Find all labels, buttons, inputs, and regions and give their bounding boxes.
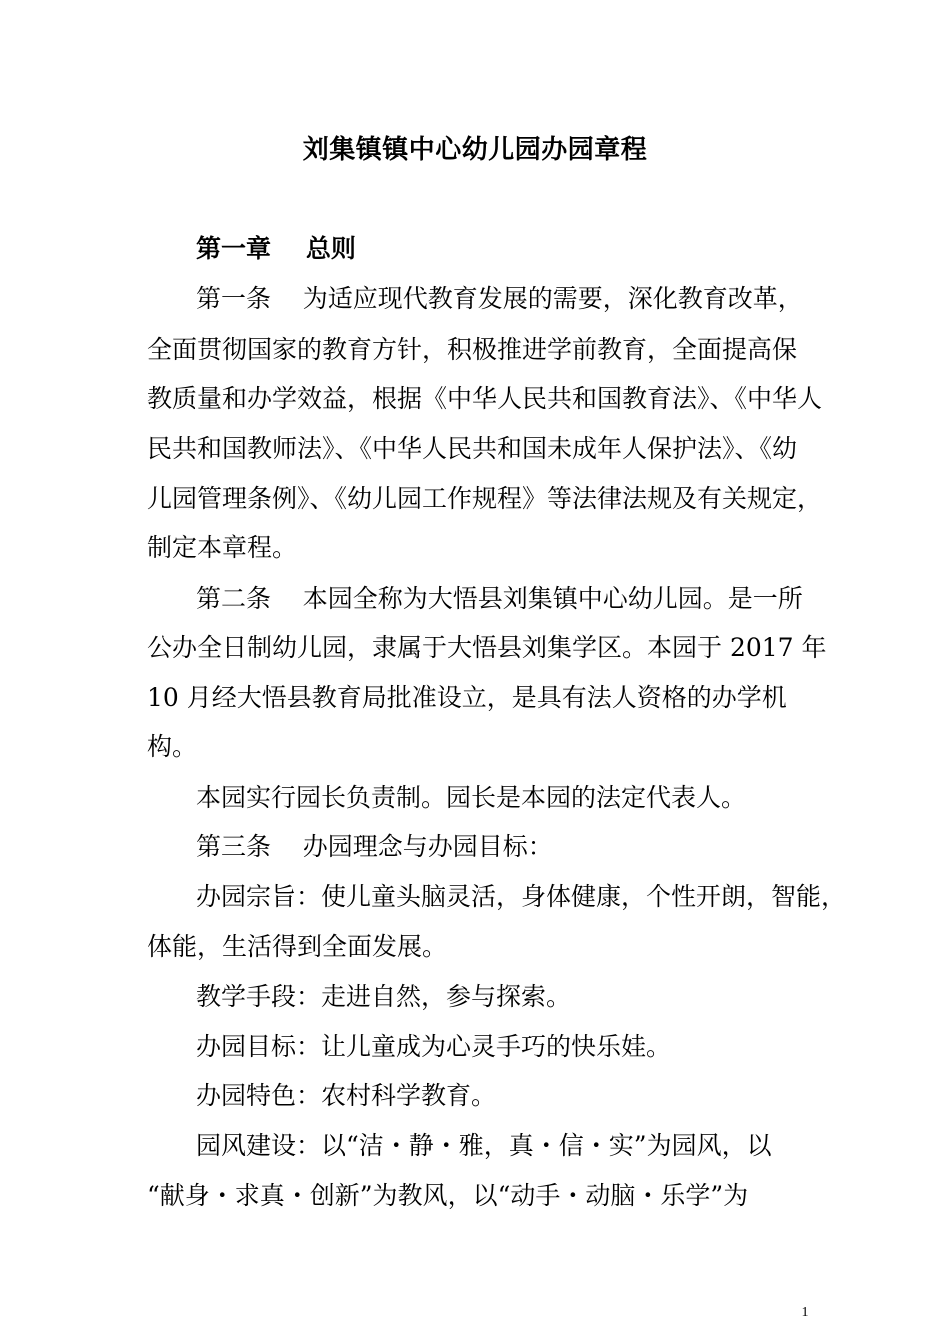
paragraph-line: 第三条 办园理念与办园目标： <box>196 832 553 861</box>
paragraph-line: 民共和国教师法》、《中华人民共和国未成年人保护法》、《幼 <box>147 434 798 463</box>
paragraph-line: 教质量和办学效益，根据《中华人民共和国教育法》、《中华人 <box>147 384 823 413</box>
paragraph-line: 办园宗旨：使儿童头脑灵活，身体健康，个性开朗，智能， <box>196 882 847 911</box>
paragraph-line: 第一条 为适应现代教育发展的需要，深化教育改革， <box>196 284 803 313</box>
paragraph-line: 儿园管理条例》、《幼儿园工作规程》等法律法规及有关规定， <box>147 484 823 513</box>
paragraph-line: 公办全日制幼儿园，隶属于大悟县刘集学区。本园于 2017 年 <box>147 633 827 662</box>
paragraph-line: 教学手段：走进自然，参与探索。 <box>196 982 572 1011</box>
paragraph-line: “献身・求真・创新”为教风，以“动手・动脑・乐学”为 <box>147 1181 749 1210</box>
page-number: 1 <box>801 1305 809 1320</box>
paragraph-line: 全面贯彻国家的教育方针，积极推进学前教育，全面提高保 <box>147 335 798 364</box>
paragraph-line: 办园特色：农村科学教育。 <box>196 1081 497 1110</box>
paragraph-line: 体能，生活得到全面发展。 <box>147 932 448 961</box>
paragraph-line: 10 月经大悟县教育局批准设立，是具有法人资格的办学机 <box>147 683 787 712</box>
paragraph-line: 构。 <box>147 732 198 761</box>
chapter-heading: 第一章 总则 <box>196 234 356 263</box>
document-title: 刘集镇镇中心幼儿园办园章程 <box>302 135 648 165</box>
paragraph-line: 园风建设：以“洁・静・雅，真・信・实”为园风，以 <box>196 1131 772 1160</box>
paragraph-line: 办园目标：让儿童成为心灵手巧的快乐娃。 <box>196 1032 672 1061</box>
paragraph-line: 本园实行园长负责制。园长是本园的法定代表人。 <box>196 783 747 812</box>
paragraph-line: 第二条 本园全称为大悟县刘集镇中心幼儿园。是一所 <box>196 584 803 613</box>
paragraph-line: 制定本章程。 <box>147 533 298 562</box>
